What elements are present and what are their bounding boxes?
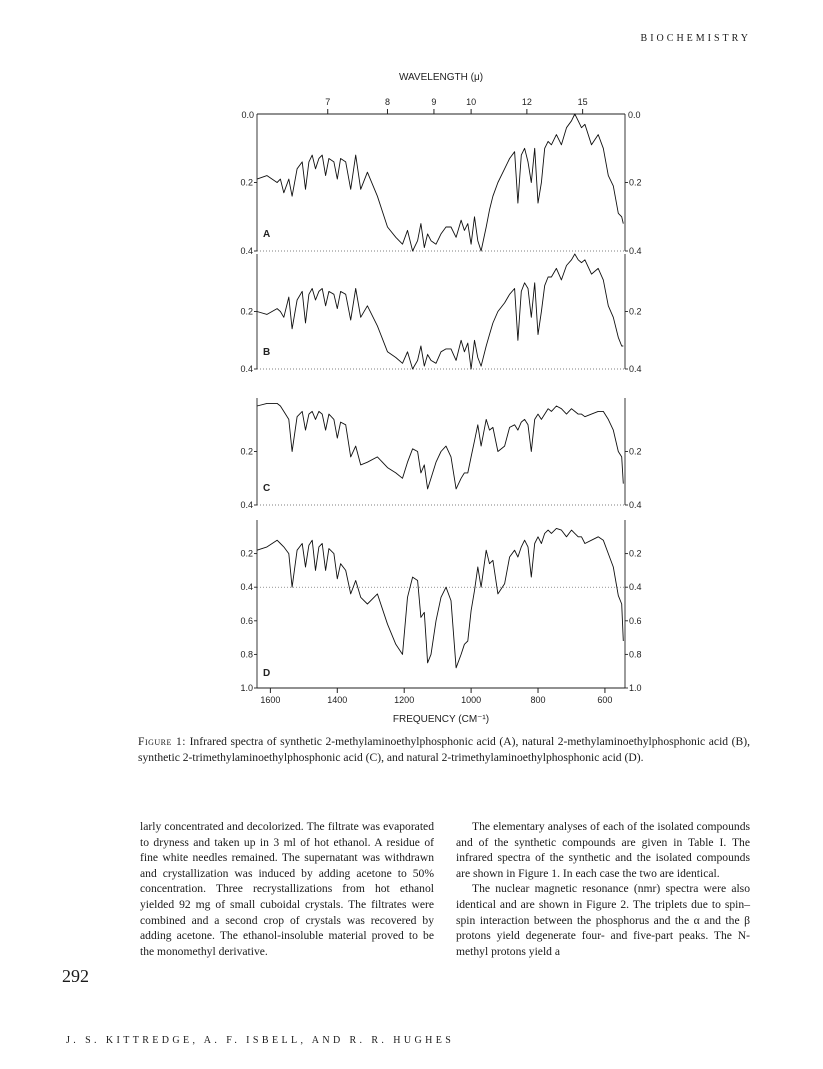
top-tick-label: 8 <box>384 97 390 107</box>
right-tick-label: 0.4 <box>629 500 642 510</box>
spectrum-trace-b <box>257 254 623 369</box>
left-tick-label: 1.0 <box>240 683 253 693</box>
right-tick-label: 0.2 <box>629 306 642 317</box>
right-tick-label: 0.4 <box>629 246 642 256</box>
spectrum-trace-d <box>257 528 623 667</box>
left-tick-label: 0.4 <box>240 246 253 256</box>
figure-caption-text: Infrared spectra of synthetic 2-methylaminoethylphosphonic acid (A), natural 2-methylaminoethylphosphonic acid (B), synthetic 2-trimethylaminoethylphosphonic acid (C), and natural 2-trimethylaminoethylphosphonic acid (D). <box>138 735 751 764</box>
figure-caption <box>138 734 750 766</box>
left-tick-label: 0.2 <box>240 177 253 188</box>
bottom-tick-label: 1000 <box>461 695 482 705</box>
top-right-tick-label: 0.0 <box>628 110 641 120</box>
bottom-tick-label: 1200 <box>394 695 415 705</box>
spectrum-trace-c <box>257 403 623 489</box>
top-tick-label: 9 <box>431 97 437 107</box>
top-tick-label: 12 <box>521 97 532 107</box>
right-column-paragraph-2: The nuclear magnetic resonance (nmr) spectra were also identical and are shown in Figure 2. The triplets due to spin–spin interaction between the phosphorus and the α and the β protons yield degenerate four- and five-part peaks. The N-methyl protons yield a <box>456 882 750 958</box>
top-tick-label: 15 <box>577 97 588 107</box>
panel-label-c: C <box>263 483 271 494</box>
bottom-tick-label: 800 <box>530 695 546 705</box>
left-tick-label: 0.4 <box>240 364 253 374</box>
figure-caption-label: Figure 1: <box>138 735 186 748</box>
right-column-paragraph-1: The elementary analyses of each of the isolated compounds and of the synthetic compounds are given in Table I. The infrared spectra of the synthetic and the isolated compounds are shown in Figure 1. In each case the two are identical. <box>456 820 750 880</box>
bottom-axis-title: FREQUENCY (CM⁻¹) <box>392 714 490 725</box>
left-tick-label: 0.2 <box>240 548 253 559</box>
right-tick-label: 0.2 <box>629 177 642 188</box>
right-tick-label: 0.2 <box>629 548 642 559</box>
author-footer: J. S. KITTREDGE, A. F. ISBELL, AND R. R. HUGHES <box>66 1035 455 1046</box>
body-left-column <box>140 819 434 959</box>
left-column-paragraph: larly concentrated and decolorized. The filtrate was evaporated to dryness and taken up in 3 ml of hot ethanol. A residue of fine white needles remained. The supernatant was withdrawn and crystallization was induced by adding acetone to 50% concentration. Three recrystallizations from hot ethanol yielded 92 mg of small cuboidal crystals. The filtrates were combined and a second crop of crystals was recovered by adding acetone. The ethanol-insoluble material proved to be the monomethyl derivative. <box>140 820 434 958</box>
top-axis-title: WAVELENGTH (μ) <box>398 72 484 83</box>
left-tick-label: 0.8 <box>240 649 253 660</box>
bottom-tick-label: 600 <box>597 695 613 705</box>
spectrum-trace-a <box>257 114 623 251</box>
panel-label-b: B <box>263 347 271 358</box>
left-tick-label: 0.4 <box>240 582 253 593</box>
bottom-tick-label: 1400 <box>327 695 348 705</box>
left-tick-label: 0.4 <box>240 500 253 510</box>
page-number: 292 <box>62 966 89 986</box>
journal-header: BIOCHEMISTRY <box>640 33 751 44</box>
right-tick-label: 0.2 <box>629 446 642 457</box>
body-right-column <box>456 819 750 959</box>
right-tick-label: 0.4 <box>629 582 642 593</box>
bottom-tick-label: 1600 <box>260 695 281 705</box>
top-left-tick-label: 0.0 <box>241 110 254 120</box>
right-tick-label: 0.6 <box>629 615 642 626</box>
top-tick-label: 10 <box>466 97 477 107</box>
left-tick-label: 0.2 <box>240 306 253 317</box>
left-tick-label: 0.6 <box>240 615 253 626</box>
right-tick-label: 0.4 <box>629 364 642 374</box>
right-tick-label: 1.0 <box>629 683 642 693</box>
panel-label-d: D <box>263 668 271 679</box>
right-tick-label: 0.8 <box>629 649 642 660</box>
panel-label-a: A <box>263 229 271 240</box>
left-tick-label: 0.2 <box>240 446 253 457</box>
top-tick-label: 7 <box>325 97 331 107</box>
